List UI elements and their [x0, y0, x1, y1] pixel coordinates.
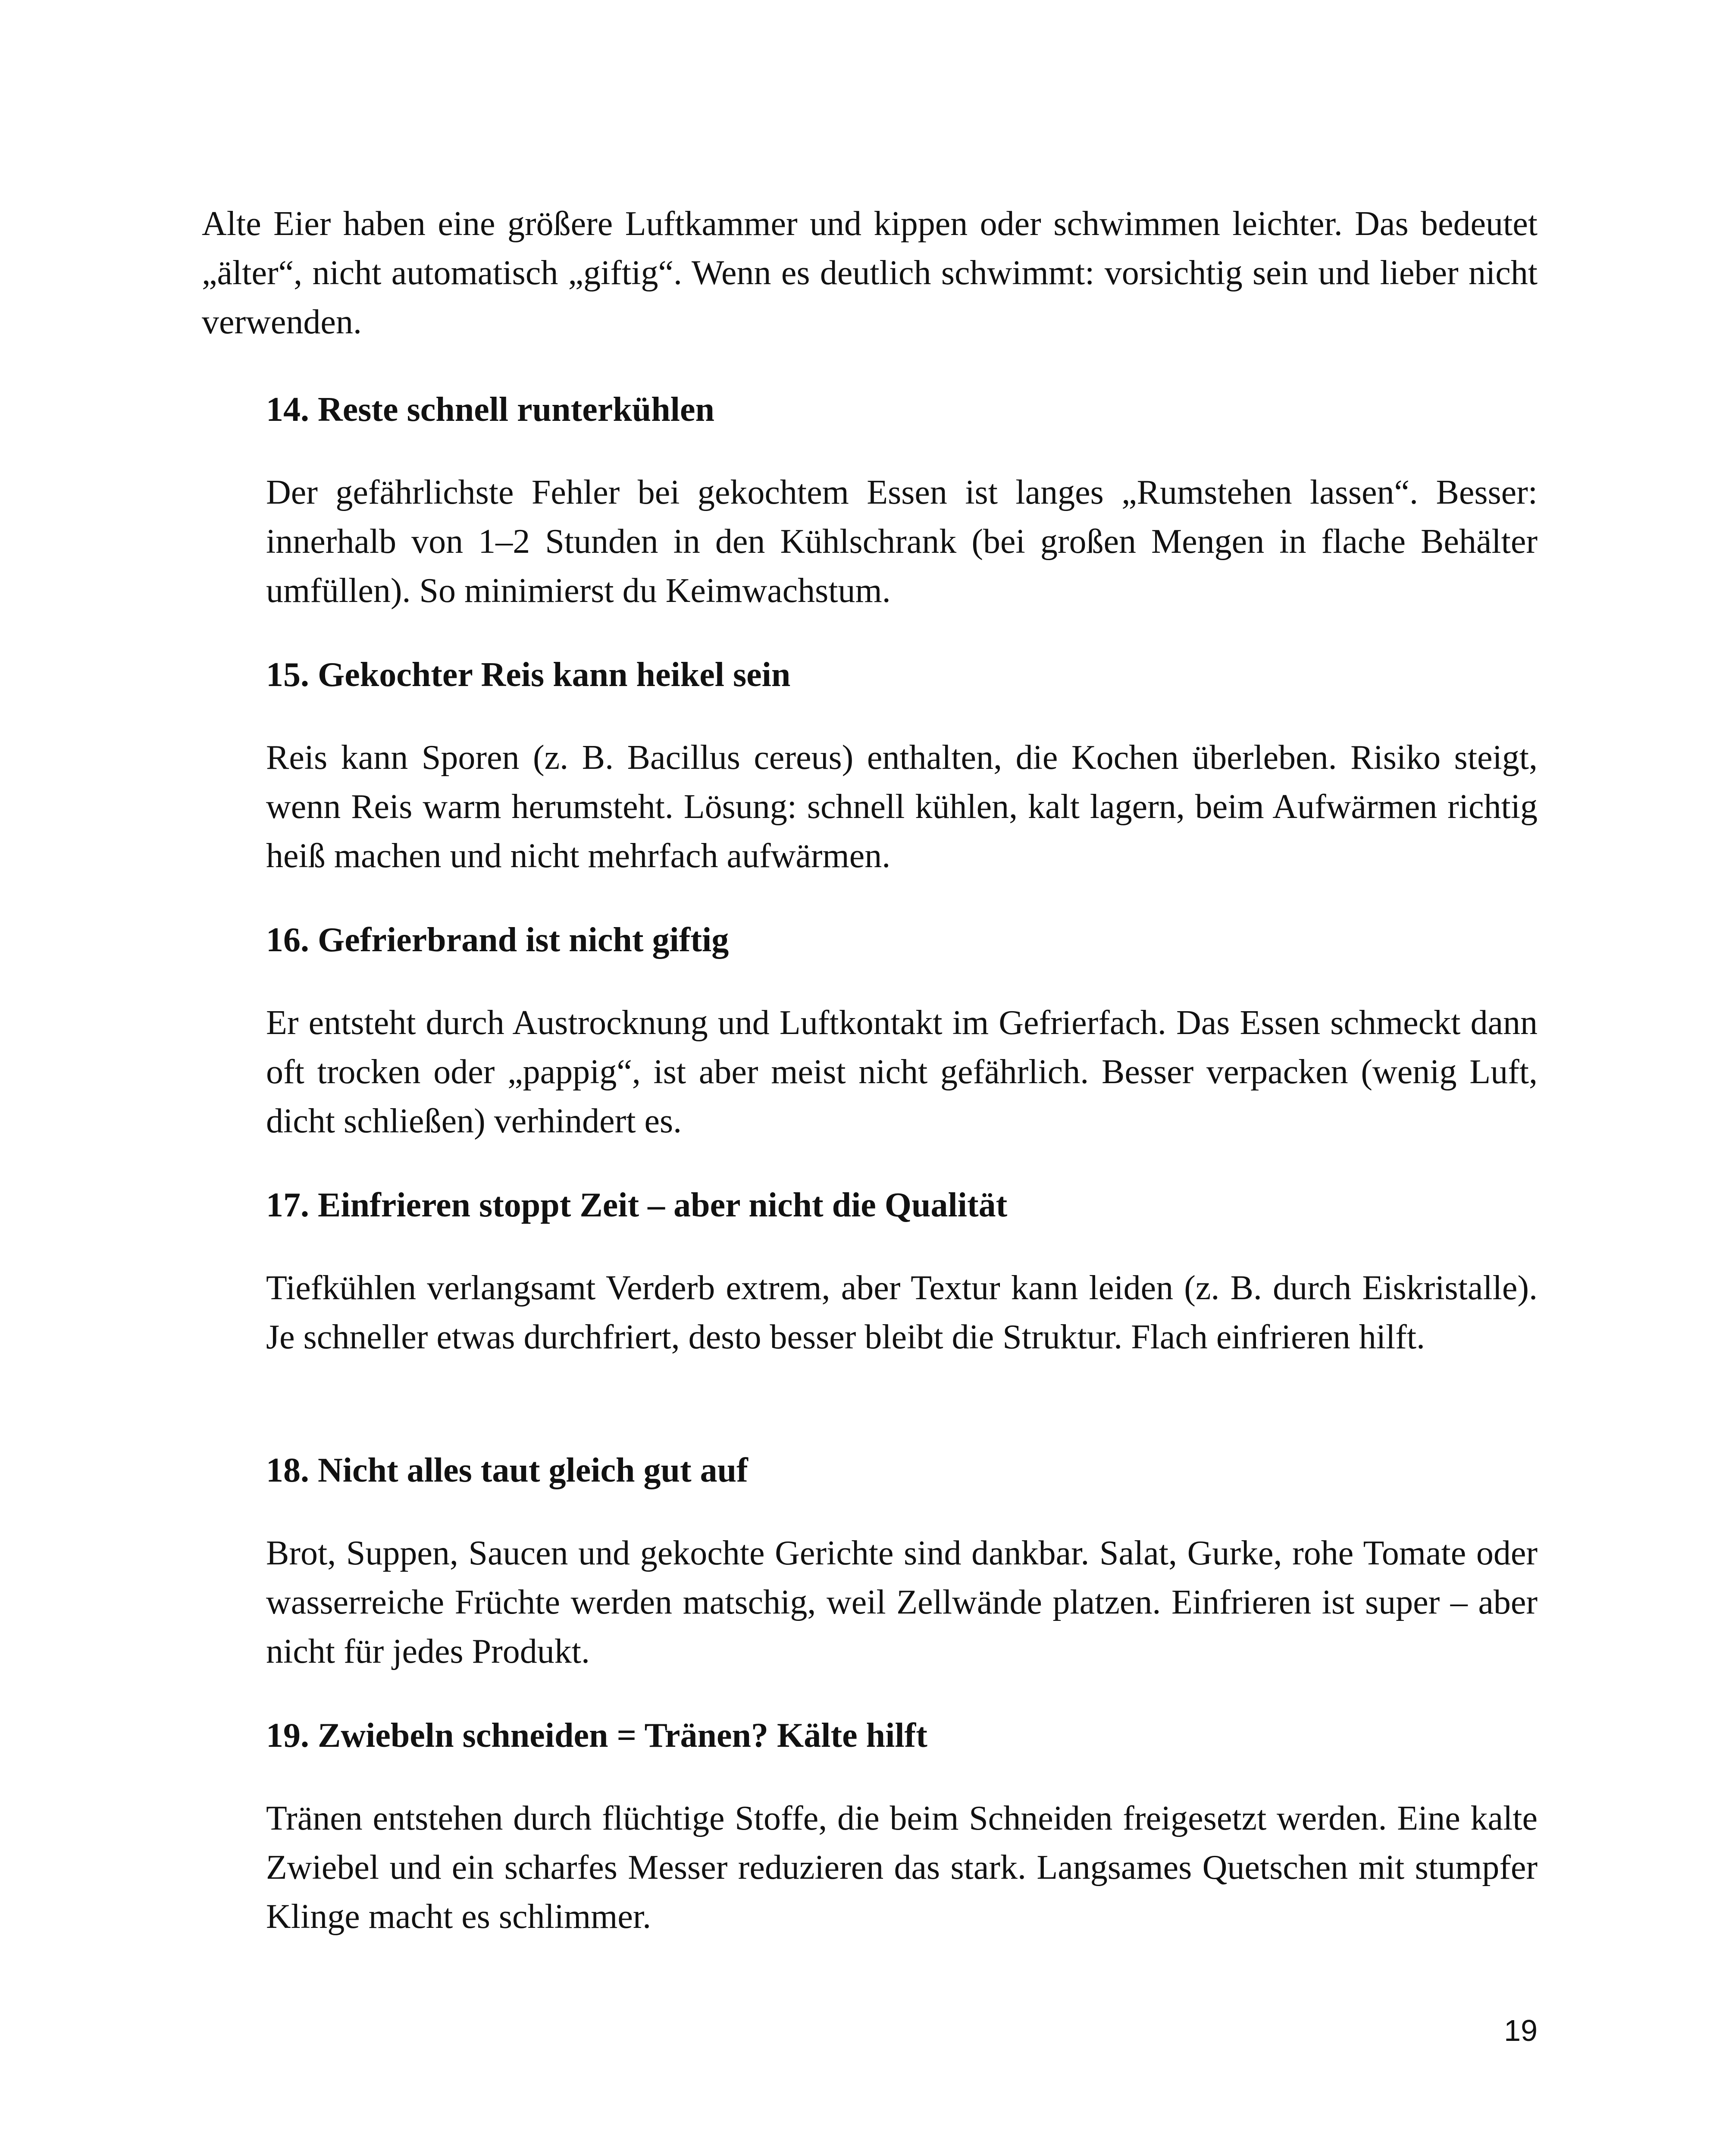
section-16 — [266, 918, 1538, 1146]
section-body: Der gefährlichste Fehler bei gekochtem Essen ist langes „Rumstehen lassen“. Besser: innerhalb von 1–2 Stunden in den Kühlschrank (bei großen Mengen in flache Behälter umfüllen). So minimierst du Keimwachstum. — [266, 473, 1538, 610]
section-heading: 15. Gekochter Reis kann heikel sein — [266, 656, 791, 694]
section-heading: 17. Einfrieren stoppt Zeit – aber nicht die Qualität — [266, 1186, 1008, 1224]
intro-paragraph: Alte Eier haben eine größere Luftkammer und kippen oder schwimmen leichter. Das bedeutet „älter“, nicht automatisch „giftig“. Wenn es deutlich schwimmt: vorsichtig sein und lieber nicht verwenden. — [202, 205, 1538, 341]
section-heading: 18. Nicht alles taut gleich gut auf — [266, 1451, 748, 1489]
section-heading: 19. Zwiebeln schneiden = Tränen? Kälte hilft — [266, 1717, 927, 1755]
section-17 — [266, 1184, 1538, 1362]
section-15 — [266, 653, 1538, 881]
section-heading: 14. Reste schnell runterkühlen — [266, 391, 714, 429]
section-body: Tiefkühlen verlangsamt Verderb extrem, aber Textur kann leiden (z. B. durch Eiskristalle). Je schneller etwas durchfriert, desto besser bleibt die Struktur. Flach einfrieren hilft. — [266, 1269, 1538, 1356]
page-number: 19 — [1504, 2014, 1538, 2047]
section-14 — [266, 388, 1538, 615]
section-body: Er entsteht durch Austrocknung und Luftkontakt im Gefrierfach. Das Essen schmeckt dann oft trocken oder „pappig“, ist aber meist nicht gefährlich. Besser verpacken (wenig Luft, dicht schließen) verhindert es. — [266, 1004, 1538, 1140]
section-body: Tränen entstehen durch flüchtige Stoffe, die beim Schneiden freigesetzt werden. Eine kalte Zwiebel und ein scharfes Messer reduzieren das stark. Langsames Quetschen mit stumpfer Klinge macht es schlimmer. — [266, 1799, 1538, 1936]
section-19 — [266, 1714, 1538, 1941]
section-body: Reis kann Sporen (z. B. Bacillus cereus) enthalten, die Kochen überleben. Risiko steigt, wenn Reis warm herumsteht. Lösung: schnell kühlen, kalt lagern, beim Aufwärmen richtig heiß machen und nicht mehrfach aufwärmen. — [266, 739, 1538, 875]
section-body: Brot, Suppen, Saucen und gekochte Gerichte sind dankbar. Salat, Gurke, rohe Tomate oder wasserreiche Früchte werden matschig, weil Zellwände platzen. Einfrieren ist super – aber nicht für jedes Produkt. — [266, 1534, 1538, 1670]
section-heading: 16. Gefrierbrand ist nicht giftig — [266, 921, 729, 959]
section-18 — [266, 1449, 1538, 1676]
